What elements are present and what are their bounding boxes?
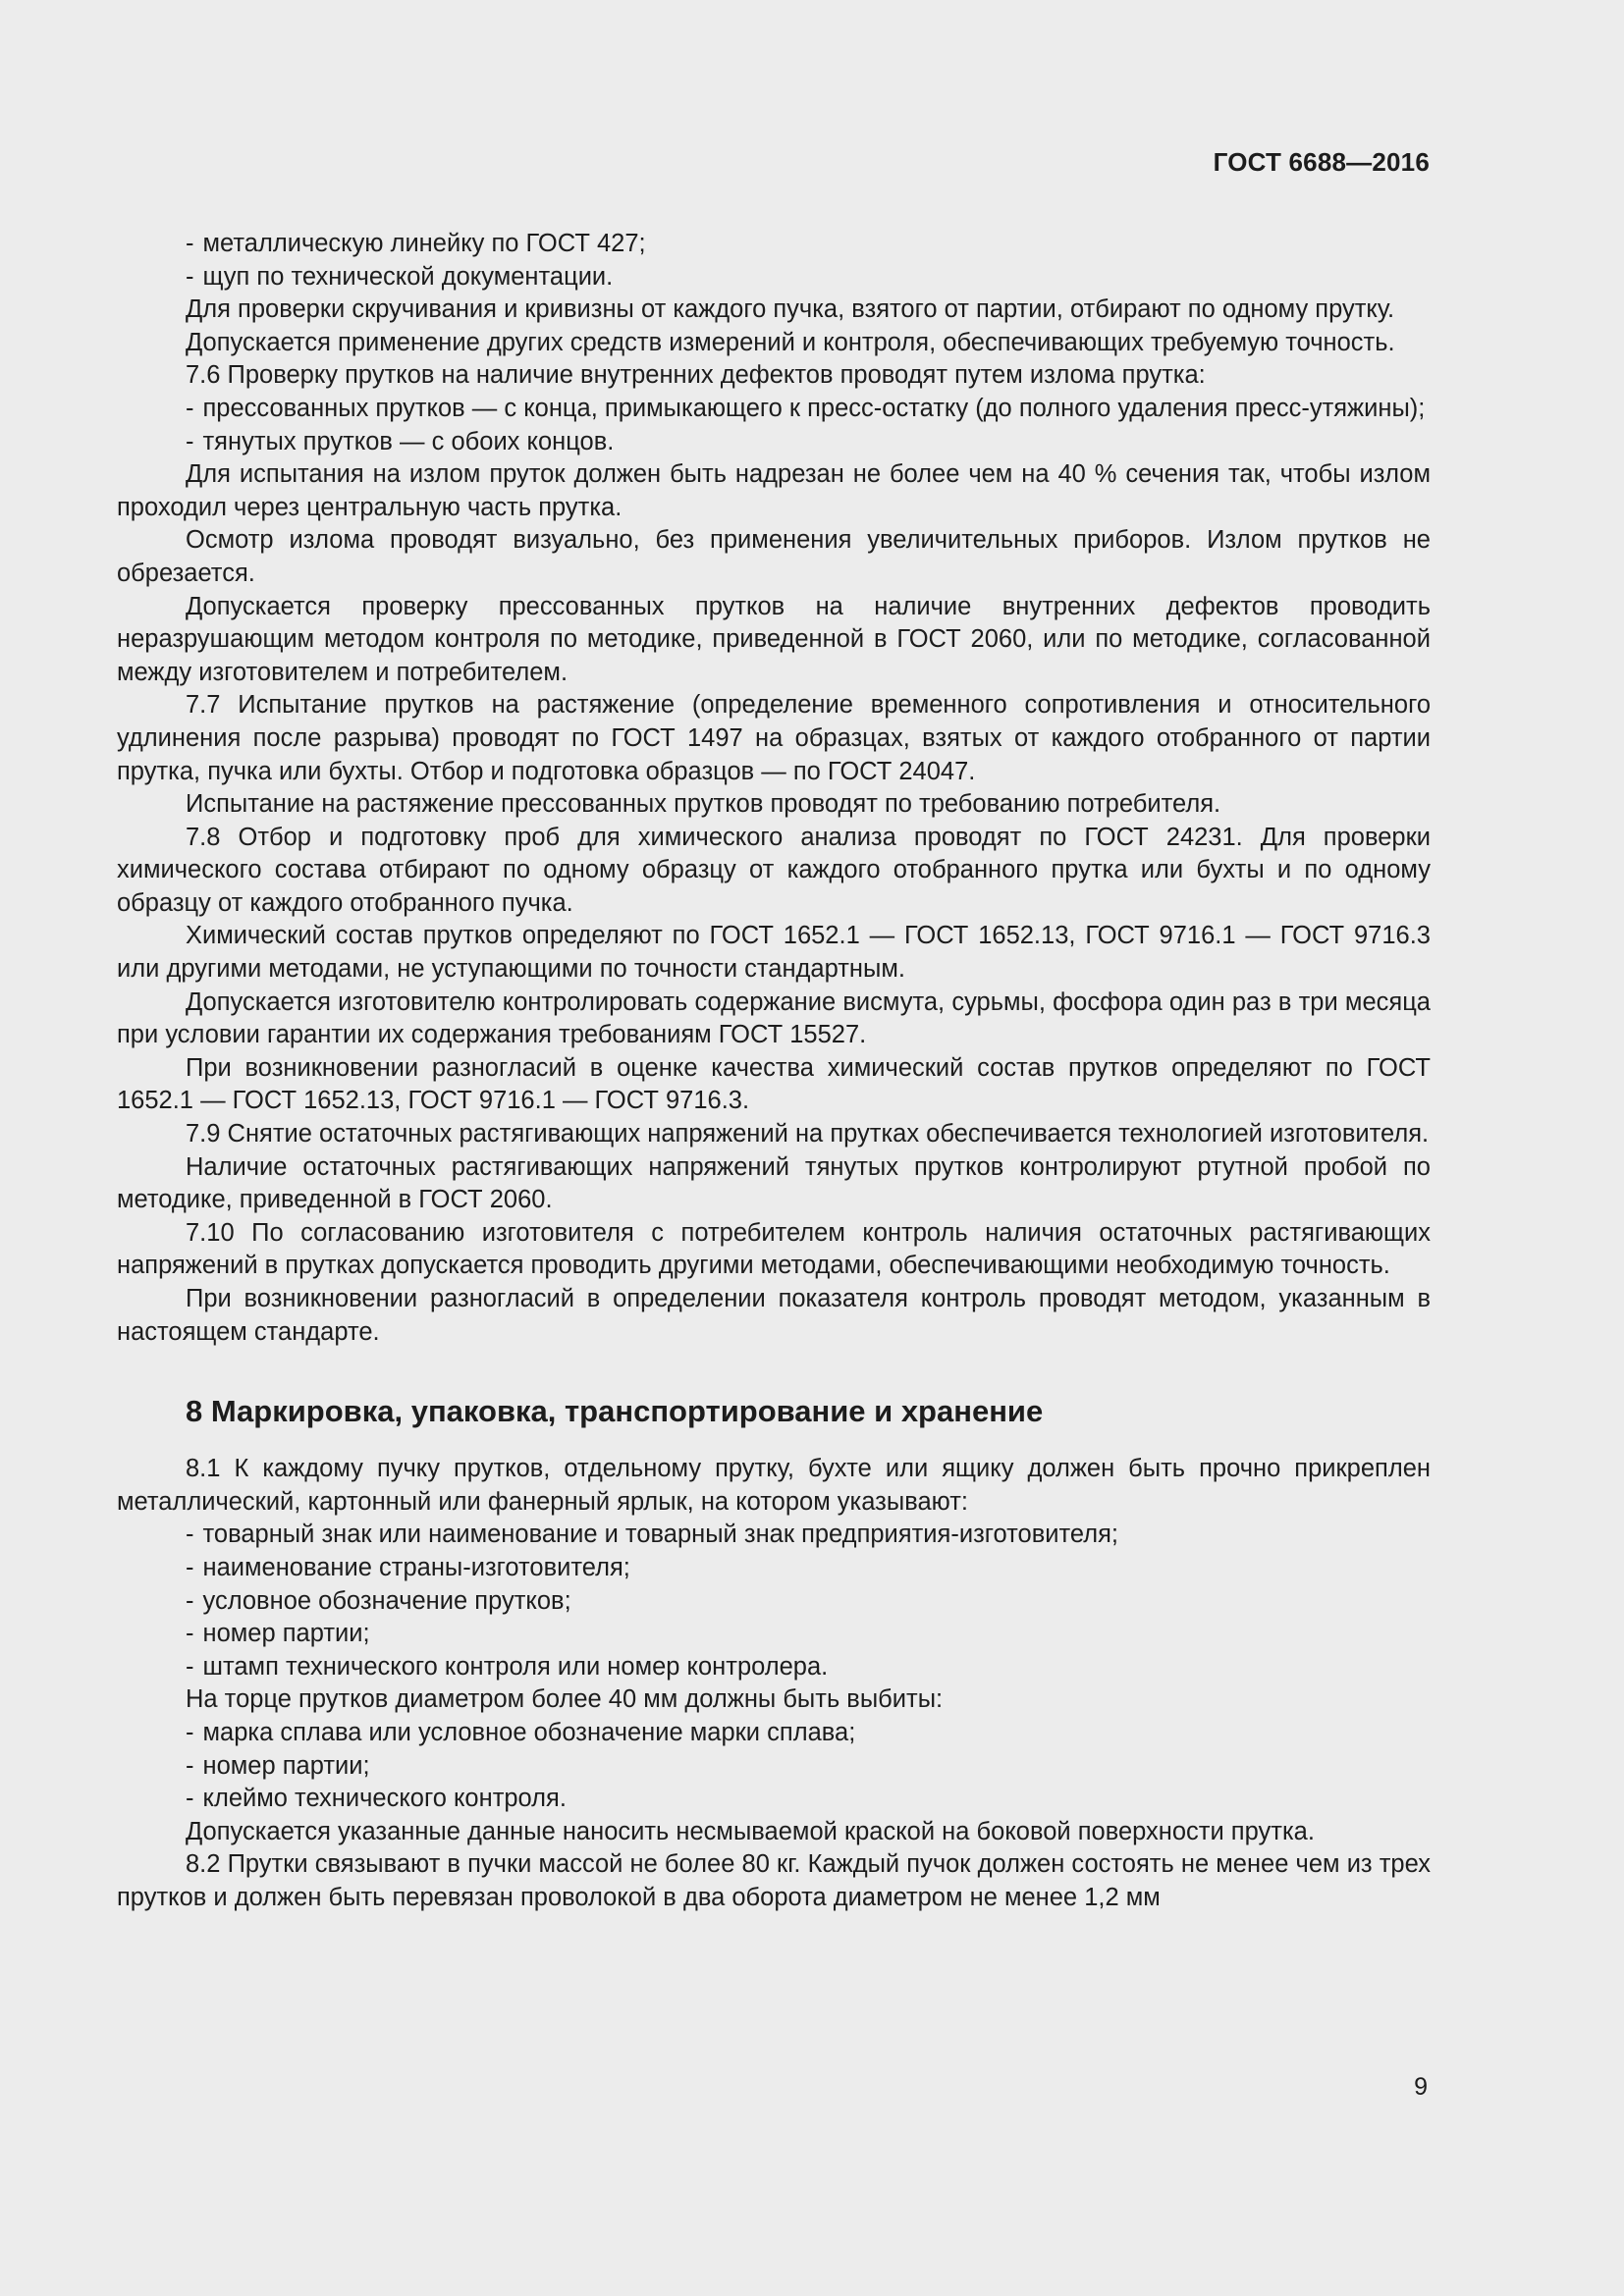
paragraph: При возникновении разногласий в оценке качества химический состав прутков определяют по ГОСТ 1652.1 — ГОСТ 1652.13, ГОСТ 9716.1 — ГОСТ 9716.3. [117,1053,1431,1115]
paragraph: Для проверки скручивания и кривизны от каждого пучка, взятого от партии, отбирают по одному прутку. [186,295,1395,324]
paragraph: Допускается указанные данные наносить несмываемой краской на боковой поверхности прутка. [186,1817,1315,1845]
list-item-text: клеймо технического контроля. [202,1785,567,1813]
list-item-text: металлическую линейку по ГОСТ 427; [202,230,646,257]
list-item-text: прессованных прутков — с конца, примыкающего к пресс-остатку (до полного удаления пресс-утяжины); [202,394,1426,422]
paragraph: 8.2 Прутки связывают в пучки массой не более 80 кг. Каждый пучок должен состоять не менее чем из трех прутков и должен быть перевязан проволокой в два оборота диаметром не менее 1,2 мм [117,1850,1431,1911]
list-item [117,261,1431,294]
paragraph: Химический состав прутков определяют по ГОСТ 1652.1 — ГОСТ 1652.13, ГОСТ 9716.1 — ГОСТ 9716.3 или другими методами, не уступающими по точности стандартным. [117,922,1431,984]
paragraph: 8.1 К каждому пучку прутков, отдельному прутку, бухте или ящику должен быть прочно прикреплен металлический, картонный или фанерный ярлык, на котором указывают: [117,1455,1431,1516]
list-dash: - [186,230,194,257]
list-item [117,1618,1431,1651]
list-item [117,1750,1431,1784]
paragraph: Допускается изготовителю контролировать содержание висмута, сурьмы, фосфора один раз в три месяца при условии гарантии их содержания требованиям ГОСТ 15527. [117,988,1431,1049]
section-heading: 8 Маркировка, упаковка, транспортирование и хранение [186,1394,1044,1429]
list-dash: - [186,1751,194,1780]
list-item-text: тянутых прутков — с обоих концов. [202,427,615,455]
list-item [117,1519,1431,1552]
paragraph: Для испытания на излом пруток должен быть надрезан не более чем на 40 % сечения так, чтобы излом проходил через центральную часть прутка. [117,460,1431,521]
paragraph: Наличие остаточных растягивающих напряжений тянутых прутков контролируют ртутной пробой по методике, приведенной в ГОСТ 2060. [117,1152,1431,1214]
list-item [117,393,1431,426]
list-dash: - [186,1521,194,1549]
list-item-text: марка сплава или условное обозначение марки сплава; [202,1718,856,1746]
paragraph: 7.9 Снятие остаточных растягивающих напряжений на прутках обеспечивается технологией изготовителя. [186,1120,1430,1148]
list-item [117,426,1431,459]
list-item [117,1717,1431,1750]
paragraph: 7.8 Отбор и подготовку проб для химического анализа проводят по ГОСТ 24231. Для проверки химического состава отбирают по одному образцу от каждого отобранного прутка или бухты и по одному образцу от каждого отобранного пучка. [117,823,1431,917]
paragraph: 7.7 Испытание прутков на растяжение (определение временного сопротивления и относительного удлинения после разрыва) проводят по ГОСТ 1497 на образцах, взятых от каждого отобранного от партии прутка, пучка или бухты. Отбор и подготовка образцов — по ГОСТ 24047. [117,691,1431,785]
list-item [117,1585,1431,1619]
list-item-text: наименование страны-изготовителя; [202,1553,630,1581]
list-dash: - [186,1785,194,1813]
list-dash: - [186,1718,194,1746]
list-item-text: номер партии; [202,1620,370,1648]
paragraph: 7.6 Проверку прутков на наличие внутренних дефектов проводят путем излома прутка: [186,361,1206,390]
list-item [117,1552,1431,1585]
page-number: 9 [1414,2073,1428,2101]
paragraph: Допускается применение других средств измерений и контроля, обеспечивающих требуемую точность. [186,328,1395,356]
paragraph: Осмотр излома проводят визуально, без применения увеличительных приборов. Излом прутков не обрезается. [117,526,1431,587]
list-dash: - [186,1586,194,1615]
list-item [117,228,1431,261]
paragraph: 7.10 По согласованию изготовителя с потребителем контроль наличия остаточных растягивающих напряжений в прутках допускается проводить другими методами, обеспечивающими необходимую точность. [117,1218,1431,1280]
paragraph: При возникновении разногласий в определении показателя контроль проводят методом, указанным в настоящем стандарте. [117,1285,1431,1346]
document-header: ГОСТ 6688—2016 [1213,147,1430,177]
paragraph: На торце прутков диаметром более 40 мм должны быть выбиты: [186,1685,944,1714]
list-item [117,1783,1431,1816]
list-item-text: товарный знак или наименование и товарный знак предприятия-изготовителя; [202,1521,1118,1549]
list-item [117,1651,1431,1684]
list-dash: - [186,394,194,422]
list-dash: - [186,1553,194,1581]
paragraph: Допускается проверку прессованных прутков на наличие внутренних дефектов проводить неразрушающим методом контроля по методике, приведенной в ГОСТ 2060, или по методике, согласованной между изготовителем и потребителем. [117,592,1431,686]
list-dash: - [186,1652,194,1681]
document-body [117,228,1431,1915]
list-dash: - [186,427,194,455]
paragraph: Испытание на растяжение прессованных прутков проводят по требованию потребителя. [186,790,1221,819]
list-item-text: штамп технического контроля или номер контролера. [202,1652,829,1681]
list-item-text: номер партии; [202,1751,370,1780]
list-dash: - [186,262,194,291]
list-dash: - [186,1620,194,1648]
list-item-text: щуп по технической документации. [202,262,614,291]
list-item-text: условное обозначение прутков; [202,1586,571,1615]
